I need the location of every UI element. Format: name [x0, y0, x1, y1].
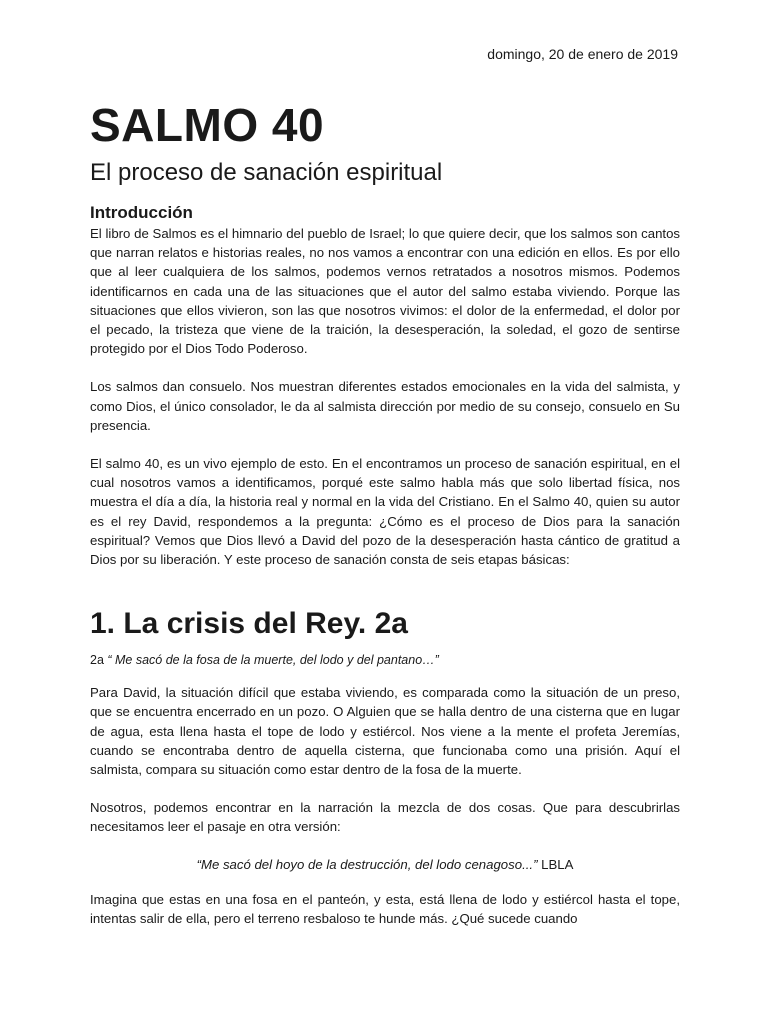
quote-text: “Me sacó del hoyo de la destrucción, del lodo cenagoso...” — [196, 856, 538, 872]
document-title: SALMO 40 — [90, 99, 325, 151]
block-quote — [90, 855, 680, 874]
section-heading: 1. La crisis del Rey. 2a — [90, 607, 408, 641]
intro-paragraph: Los salmos dan consuelo. Nos muestran diferentes estados emocionales en la vida del salmista, y como Dios, el único consolador, le da al salmista dirección por medio de su consejo, consuelo en Su presencia. — [90, 379, 680, 433]
section-paragraph: Nosotros, podemos encontrar en la narración la mezcla de dos cosas. Que para descubrirlas necesitamos leer el pasaje en otra versión: — [90, 800, 680, 835]
quote-version: LBLA — [537, 856, 574, 872]
document-subtitle: El proceso de sanación espiritual — [90, 159, 443, 186]
verse-ref-prefix: 2a — [90, 653, 104, 668]
section-paragraph: Para David, la situación difícil que estaba viviendo, es comparada como la situación de un preso, que se encuentra encerrado en un pozo. O Alguien que se halla dentro de una cisterna que en lugar de agua, esta llena hasta el tope de lodo y estiércol. Nos viene a la mente el profeta Jeremías, cuando se encontraba dentro de aquella cisterna, que funcionaba como una prisión. Aquí el salmista, compara su situación como estar dentro de la fosa de la muerte. — [90, 685, 680, 778]
intro-paragraph: El libro de Salmos es el himnario del pueblo de Israel; lo que quiere decir, que los salmos son cantos que narran relatos e historias reales, no nos vamos a encontrar con una edición en ellos. Es por ello que al leer cualquiera de los salmos, podemos vernos retratados a nosotros mismos. Podemos identificarnos en cada una de las situaciones que el autor del salmo estaba viviendo. Porque las situaciones que ellos vivieron, son las que nosotros vivimos: el dolor de la enfermedad, el dolor por el pecado, la tristeza que viene de la traición, la desesperación, la soledad, el gozo de sentirse protegido por el Dios Todo Poderoso. — [90, 226, 680, 357]
document-date: domingo, 20 de enero de 2019 — [487, 46, 678, 62]
intro-heading: Introducción — [90, 203, 193, 222]
intro-paragraph: El salmo 40, es un vivo ejemplo de esto. En el encontramos un proceso de sanación espiritual, en el cual nosotros vamos a identificamos, porqué este salmo habla más que solo libertad física, nos muestra el día a día, la historia real y normal en la vida del Cristiano. En el Salmo 40, quien su autor es el rey David, respondemos a la pregunta: ¿Cómo es el proceso de Dios para la sanación espiritual? Vemos que Dios llevó a David del pozo de la desesperación hasta cántico de gratitud a Dios por su liberación. Y este proceso de sanación consta de seis etapas básicas: — [90, 456, 680, 568]
document-body — [90, 202, 680, 928]
verse-reference — [90, 651, 680, 669]
verse-ref-quote: “ Me sacó de la fosa de la muerte, del lodo y del pantano…” — [103, 653, 439, 668]
section-paragraph: Imagina que estas en una fosa en el panteón, y esta, está llena de lodo y estiércol hasta el tope, intentas salir de ella, pero el terreno resbaloso te hunde más. ¿Qué sucede cuando — [90, 891, 680, 926]
